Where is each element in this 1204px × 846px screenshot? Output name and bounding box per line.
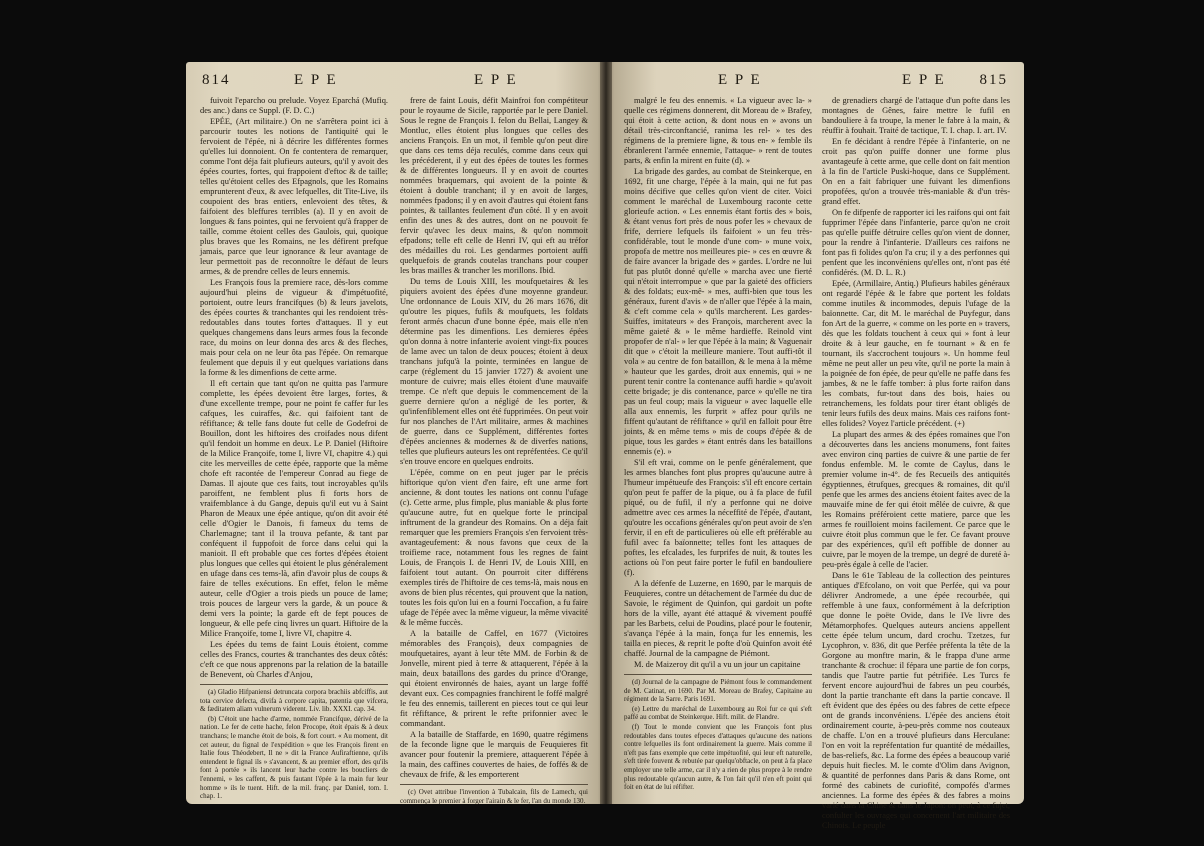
paragraph: Du tems de Louis XIII, les moufquetaires & les piquiers avoient des épées d'une moyenne grandeur. Une ordonnance de Louis XIV, du 26 mars 1676, dit qu'outre les piques, fufils & moufquets, les foldats feront armés chacun d'une bonne épée, mais elle n'en détermine pas les dimenfions. Les dernieres épées qu'on donna à notre infanterie avoient vingt-fix pouces de lame avec un talon de deux pouces; étoient à deux tranchans jufqu'à la pointe, terminées en langue de carpe (réglement du 15 janvier 1727) & avoient une monture de cuivre; mais elles étoient d'une mauvaife trempe. Ce n'eft que depuis le commencement de la guerre derniere qu'on a négligé de les porter, & qu'infenfiblement elles ont été fupprimées. On peut voir fur nos planches de l'Art militaire, armes & machines de guerre, dans ce Supplément, différentes fortes d'épées anciennes & modernes & de diverfes nations, telles que plufieurs auteurs les ont repréfentées. Ce qu'il s'en trouve encore en quelques endroits.	[400, 277, 588, 466]
footnote: (e) Lettre du maréchal de Luxembourg au Roi fur ce qui s'eft paffé au combat de Steinkerque. Hift. milit. de Flandre.	[624, 704, 812, 722]
running-head-right: E P E	[474, 72, 518, 88]
running-head-right: E P E	[902, 72, 946, 88]
paragraph: La brigade des gardes, au combat de Steinkerque, en 1692, fit une charge, l'épée à la main, qui ne fut pas moins décifive que celles qu'on vient de citer. Voici comment le maréchal de Luxembourg raconte cette glorieufe action. « Les ennemis étant fortis des » bois, & étant venus fort près de nous pofer les » chevaux de frife, derriere lefquels ils faifoient » un feu très-confidérable, tout le monde d'une com- » mune voix, propofa de mettre nos meilleures pie- » ces en œuvre & de faire avancer la brigade des » gardes. L'ordre ne lui fut pas plutôt donné qu'elle » marcha avec une fierté qui n'étoit interrompue » que par la gaieté des officiers & des foldats; eux-mê- » mes, auffi-bien que tous les généraux, furent d'avis » de n'aller que l'épée à la main, & c'eft comme cela » qu'ils marcherent. Les gardes-Suiffes, imitateurs » des François, marcherent avec la même gaieté & » le même hardieffe. Reinold vint propofer de n'al- » ler que l'épée à la main; & Vaguenair dit que » c'étoit la meilleure maniere. Tout auffi-tôt il vola » au centre de fon bataillon, & le mena à la même » hauteur que les gardes, droit aux ennemis, qui » ne purent tenir contre la contenance auffi hardie » qu'avoit cette brigade; je dis contenance, parce » qu'elle ne tira pas un feul coup; mais la vigueur » avec laquelle elle alla aux ennemis, les furprit » affez pour qu'ils ne fiffent qu'autant de réfiftance » qu'il en falloit pour être joints, & en même tems » mis de coups d'épée & de pique, tous les gardes » étant entrés dans les bataillons ennemis (e). »	[624, 167, 812, 456]
page-number: 814	[202, 72, 231, 88]
paragraph: M. de Maizeroy dit qu'il a vu un jour un capitaine	[634, 660, 801, 669]
running-head-left: E P E	[294, 72, 338, 88]
paragraph: de grenadiers chargé de l'attaque d'un pofte dans les montagnes de Gênes, faire mettre le fufil en bandouliere à fa troupe, la mener le fabre à la main, & réuffir à fouhait. Traité de tactique, T. I. chap. I. art. IV.	[822, 96, 1010, 135]
footnote: (a) Gladio Hifpaniensi detruncata corpora brachiis abfciffis, aut tota cervice defecta, divifa à corpore capita, patentia que vifcera, & fæditatem aliam vulnerum viderent. Liv. lib. XXXI. cap. 34.	[200, 688, 388, 714]
footnotes	[624, 674, 812, 792]
text-column-2	[822, 96, 1010, 830]
footnotes	[400, 784, 588, 805]
paragraph: A la défenfe de Luzerne, en 1690, par le marquis de Feuquieres, contre un détachement de l'armée du duc de Savoie, le régiment de Quinfon, qui gardoit un pofte hors de la ville, ayant été attaqué & vivement pouffé par les Barbets, celui de Poudins, placé pour le foutenir, s'avança l'épée à la main, fonça fur les ennemis, les tailla en pieces, & reprit le pofte d'où Quinfon avoit été chaffé. Journal de la campagne de Piémont.	[624, 579, 812, 658]
footnote: (f) Tout le monde convient que les François font plus redoutables dans toutes efpeces d'attaques qu'aucune des nations contre lefquelles ils font ordinairement la guerre. Mais comme il n'eft pas fans exemple que cette impétuofité, qui leur eft naturelle, s'eft tirée fouvent & rebutée par quelqu'obftacle, on peut à fa place employer une telle arme, car il n'y a rien de plus propre à le rendre plus redoutable qu'aucun autre, & l'on fait qu'il n'en eft point qui foit en état de lui réfifter.	[624, 722, 812, 792]
footnote: (d) Journal de la campagne de Piémont fous le commandement de M. Catinat, en 1690. Par M. Moreau de Brafey, Capitaine au régiment de la Sarre. Paris 1691.	[624, 678, 812, 704]
right-page	[606, 62, 1024, 830]
paragraph: On fe difpenfe de rapporter ici les raifons qui ont fait fupprimer l'épée dans l'infanterie, parce qu'on ne croit pas qu'elle puiffe détruire celles qu'on vient de donner, pour la rendre à l'infanterie. D'ailleurs ces raifons ne font pas fi folides qu'on l'a cru; il y a des perfonnes qui penfent que les inconvéniens qu'elles ont, n'ont pas été confidérés. (M. D. L. R.)	[822, 208, 1010, 277]
page-number: 815	[979, 72, 1008, 88]
text-column-2	[400, 96, 588, 805]
paragraph: A la bataille de Caffel, en 1677 (Victoires mémorables des François), deux compagnies de moufquetaires, ayant à leur tête MM. de Forbin & de Jonvelle, mirent pied à terre & attaquerent, l'épée à la main, deux bataillons des gardes du prince d'Orange, qui étoient environnés de haies, ayant un large foffé devant eux. Ces compagnies franchirent le foffé malgré le feu des ennemis, taillerent en pieces tout ce qui leur fit réfiftance, & prirent le refte prifonnier avec le commandant.	[400, 629, 588, 728]
paragraph: fuivoit l'eparcho ou prelude. Voyez Eparchá (Mufiq. des anc.) dans ce Suppl. (F. D. C.)	[200, 96, 388, 115]
paragraph: La plupart des armes & des épées romaines que l'on a découvertes dans les anciens monumens, font faites avec environ cinq parties de cuivre & une partie de fer fondus enfemble. M. le comte de Caylus, dans le premier volume in-4°. de fes Recueils des antiquités égyptiennes, étrufques, grecques & romaines, dit qu'il penfe que les armes des anciens étoient faites avec de la mauvaife mine de fer qui étoit mêlée de cuivre, & que les Romains préféroient cette matiere, parce que les armes fe rouilloient moins facilement. Ce parce que le cuivre étoit plus commun que le fer. Ce favant prouve par des expériences, qu'il eft poffible de donner au cuivre, par le moyen de la trempe, un degré de dureté à-peu-près égale à celle de l'acier.	[822, 430, 1010, 569]
paragraph: S'il eft vrai, comme on le penfe généralement, que les armes blanches font plus propres qu'aucune autre à l'humeur impétueufe des François: s'il eft encore certain qu'on peut fe paffer de la pique, ou à fa place de fufil piqué, ou de fufil, il n'y a perfonne qui ne doive admettre avec ces armes la néceffité de l'épée, d'autant, qu'outre les occafions générales qu'on peut avoir de s'en fervir, il en eft de particulieres où elle eft préférable au fufil avec fa baïonnette; telles font les attaques de poftes, les efcalades, les furprifes de nuit, & toutes les actions où l'on peut faire porter le fufil en bandouliere (f).	[624, 458, 812, 577]
paragraph: Les François fous la premiere race, dès-lors comme aujourd'hui pleins de vigueur & d'impétuofité, portoient, outre leurs francifques (b) & leurs javelots, des épées courtes & tranchantes qui les rendoient très-redoutables dans toutes fortes d'attaques. Il y eut quelques changemens dans leurs armes fous la feconde race, du moins on leur donna des arcs & des fleches, mais pour cela on ne leur ôta pas l'épée. On remarque feulement que depuis il y eut quelques variations dans la forme & les dimenfions de cette arme.	[200, 278, 388, 377]
paragraph: Epée, (Armillaire, Antiq.) Plufieurs habiles généraux ont regardé l'épée & le fabre que portent les foldats comme inutiles & incommodes, depuis l'ufage de la baïonnette. Car, dit M. le maréchal de Puyfegur, dans fon Art de la guerre, « comme on les porte en » travers, dès que les foldats touchent à ceux qui » font à leur droite & à leur gauche, en fe tournant » & en fe tournant, ils s'accrochent toujours ». Un homme feul même ne peut aller un peu vîte, qu'il ne porte la main à la poignée de fon épée, de peur qu'elle ne paffe dans fes jambes, & ne le faffe tomber: à plus forte raifon dans les combats, fur-tout dans des bois, haies ou retranchemens, les foldats pour tirer étant obligés de tenir leurs fufils des deux mains. Mais ces raifons font-elles folides? Voyez l'article précédent. (+)	[822, 279, 1010, 428]
left-page	[186, 62, 606, 804]
running-head-left: E P E	[718, 72, 762, 88]
paragraph: Dans le 61e Tableau de la collection des peintures antiques d'Efcolano, on voit que Perfée, qui va pour délivrer Andromede, a une épée recourbée, qui reffemble à une faux, conformément à la defcription que donne le poëte Ovide, dans le IVe livre des Métamorphofes. Quelques auteurs anciens appellent cette épée telum uncum, dard crochu. Tzetzes, fur Lycophron, v. 836, dit que Perfée préfenta la tête de la Gorgone au monftre marin, & le frappa d'une arme tranchante & crochue: il fépara une partie de fon corps, tandis que l'autre partie fut pétrifiée. Les Turcs fe fervent encore aujourd'hui de fabres un peu courbés, dont la partie tranchante eft dans la partie concave. Il eft évident que des épées ou des fabres de cette efpece ont de grands inconvéniens. L'épée des anciens étoit ordinairement courte, à-peu-près comme nos couteaux de chaffe. L'on en a trouvé plufieurs dans Herculane: l'on en voit la repréfentation fur quantité de médailles, de bas-reliefs, &c. La forme des épées a beaucoup varié depuis huit fiecles. M. le comte d'Olim dans Avignon, & quantité de perfonnes dans Paris & dans Rome, ont formé des cabinets de curiofité, compofés d'armes anciennes. La forme des épées & des fabres a moins varié dans la Chine & dans le Japon: on peut, à ce fujet, confulter les ouvrages qui concernent l'art militaire des Chinois. Le peuple	[822, 571, 1010, 830]
paragraph: Les épées du tems de faint Louis étoient, comme celles des Francs, courtes & tranchantes des deux côtés: c'eft ce que nous apprenons par la relation de la bataille de Benevent, où Charles d'Anjou,	[200, 640, 388, 679]
paragraph: Il eft certain que tant qu'on ne quitta pas l'armure complette, les épées devoient être larges, fortes, & d'une excellente trempe, pour ne point fe caffer fur les cafques, les cuiraffes, &c. qui faifoient tant de réfiftance; & telle fans doute fut celle de Godefroi de Bouillon, dont les hiftoires des croifades nous difent qu'il fendoit un homme en deux. Le P. Daniel (Hiftoire de la Milice Françoife, tome I, livre VI, chapitre 4.) qui cite les merveilles de cette épée, rapporte que la même chofe eft racontée de l'empereur Conrad au fiege de Damas. Il ajoute que ces faits, tout incroyables qu'ils paroiffent, ne femblent plus fi forts hors de vraifemblance à du Gange, depuis qu'il eut vu à Saint Pharon de Meaux une épée antique, qu'on dit avoir été celle d'Ogier le Danois, fi fameux du tems de Charlemagne; tant il la trouva pefante, & tant par conféquent il fuppofoit de force dans celui qui la manioit. Il eft probable que ces fortes d'épées étoient plus longues que celles qui étoient le plus généralement en ufage dans ces tems-là, afin d'avoir plus de coups & faire de telles exécutions. En effet, felon le même auteur, celle d'Ogier a trois pieds un pouce de lame; trois pouces de largeur vers la garde, & un pouce & demi vers la pointe; la garde eft de fept pouces de longueur, & elle pefe cinq livres un quart. Hiftoire de la Milice Françoife, tome I, livre VI, chapitre 4.	[200, 379, 388, 638]
paragraph: EPÉE, (Art militaire.) On ne s'arrêtera point ici à parcourir toutes les notions de l'antiquité qui le fervoient de l'épée, ni à décrire les différentes formes qu'elles lui donnoient. On fe contentera de remarquer, comme l'ont déja fait plufieurs auteurs, qu'il y avoit des épées courtes, fortes, qui frappoient d'eftoc & de taille; telles qu'étoient celles des Efpagnols, que les Romains emprunterent d'eux, & avec lefquelles, dit Tite-Live, ils coupoient des bras entiers, enlevoient des têtes, & faifoient des bleffures terribles (a). Il y en avoit de longues & fans pointes, qui ne fervoient qu'à frapper de taille, comme étoient celles des Gaulois, qui, quoique plus braves que les Romains, ne les défirent prefque jamais, parce que leur ignorance & leur avantage de leur permettoit pas de reconnoître le défaut de leurs armes, & de prendre celles de leurs ennemis.	[200, 117, 388, 276]
text-column-1	[624, 96, 812, 796]
footnote: (c) Ovet attribue l'invention à Tubalcain, fils de Lamech, qui commença le premier à forger l'airain & le fer, l'an du monde 130.	[400, 788, 588, 805]
footnotes	[200, 684, 388, 801]
text-column-1	[200, 96, 388, 801]
paragraph: A la bataille de Staffarde, en 1690, quatre régimens de la feconde ligne que le marquis de Feuquieres fit avancer pour foutenir la premiere, attaquerent l'épée à la main, des caffines couvertes de haies, de foffés & de chevaux de frife, & les emporterent	[400, 730, 588, 779]
left-page-header	[202, 72, 590, 92]
paragraph: malgré le feu des ennemis. « La vigueur avec la- » quelle ces régimens donnerent, dit Moreau de » Brafey, qui étoit à cette action, & dont nous en » avons un détail très-circonftancié, ranima les rel- » tes des régimens de la premiere ligne, & tous en- » femble ils ébranlerent l'armée ennemie, l'attaque- » rent de toutes parts, & enfin la mirent en fuite (d). »	[624, 96, 812, 165]
book-gutter	[600, 62, 612, 804]
paragraph: En fe décidant à rendre l'épée à l'infanterie, on ne croit pas qu'on puiffe donner une forme plus avantageufe à cette arme, que celle dont on fait mention à la fin de l'article Puski-hoque, dans ce Supplément. On en a fait fabriquer une fuivant les dimenfions propofées, qu'on a trouvée très-maniable & d'un très-grand effet.	[822, 137, 1010, 206]
paragraph: frere de faint Louis, défit Mainfroi fon compétiteur pour le royaume de Sicile, rapportée par le pere Daniel. Sous le regne de François I. felon du Bellai, Langey & Montluc, elles étoient plus longues que celles des anciens François. En un mot, il femble qu'on peut dire que dans ces tems déja reculés, comme dans ceux qui les précéderent, il y eut des épées de toutes les formes & de différentes longueurs. Il y en avoit de courtes nommées braquemars, qui avoient de la pointe & étoient à double tranchant; il y en avoit de larges, nommées fpadons; il y en avoit d'autres qui étoient fans pointes, & taillantes feulement d'un côté. Il y en avoit enfin des unes & des autres, dont on ne pouvoit fe fervir qu'avec les deux mains, & qu'on nommoit efpadons; telle eft celle de Henri IV, qui eft au tréfor des médailles du roi. Les gendarmes portoient auffi quelquefois de grands coutelas tranchans pour couper les bras mailles & trancher les morillons. Ibid.	[400, 96, 588, 275]
footnote: (b) C'étoit une hache d'arme, nommée Francifque, dérivé de la nation. Le fer de cette hache, felon Procope, étoit épais & à deux tranchans; le manche étoit de bois, & fort court. « Au moment, dit cet auteur, du fignal de l'expédition » que les François firent en Italie fous Théodebert, Il ne » dit la France Aufiraftienne, qu'ils entendent le fignal ils » s'avancent, & au premier effort, des qu'ils font à portée » ils lancent leur hache contre les boucliers de l'ennemi, » les caffent, & puis fautant l'épée à la main fur leur homme » ils le tuent. Hift. de la mil. franç. par Daniel, tom. I. chap. 1.	[200, 714, 388, 801]
right-page-header	[622, 72, 1008, 92]
paragraph: L'épée, comme on en peut juger par le précis hiftorique qu'on vient d'en faire, eft une arme fort ancienne, & dont toutes les nations ont connu l'ufage (c). Cette arme, plus fimple, plus maniable & plus forte qu'aucune autre, fut en quelque forte le principal inftrument de la grandeur des Romains. On a déja fait remarquer que les premiers François s'en fervoient très-avantageufement: & nous favons que ceux de la troifieme race, notamment fous les regnes de faint Louis, de François I. de Henri IV, de Louis XIII, en faifoient tout autant. On pourroit citer différens exemples tirés de l'hiftoire de ces tems-là, mais nous en avons de bien plus récentes, qui prouvent que la nation, toutes les fois qu'on lui en a fourni l'occafion, a fu faire ufage de l'épée avec la même vigueur, la même vivacité & le même fuccès.	[400, 468, 588, 627]
